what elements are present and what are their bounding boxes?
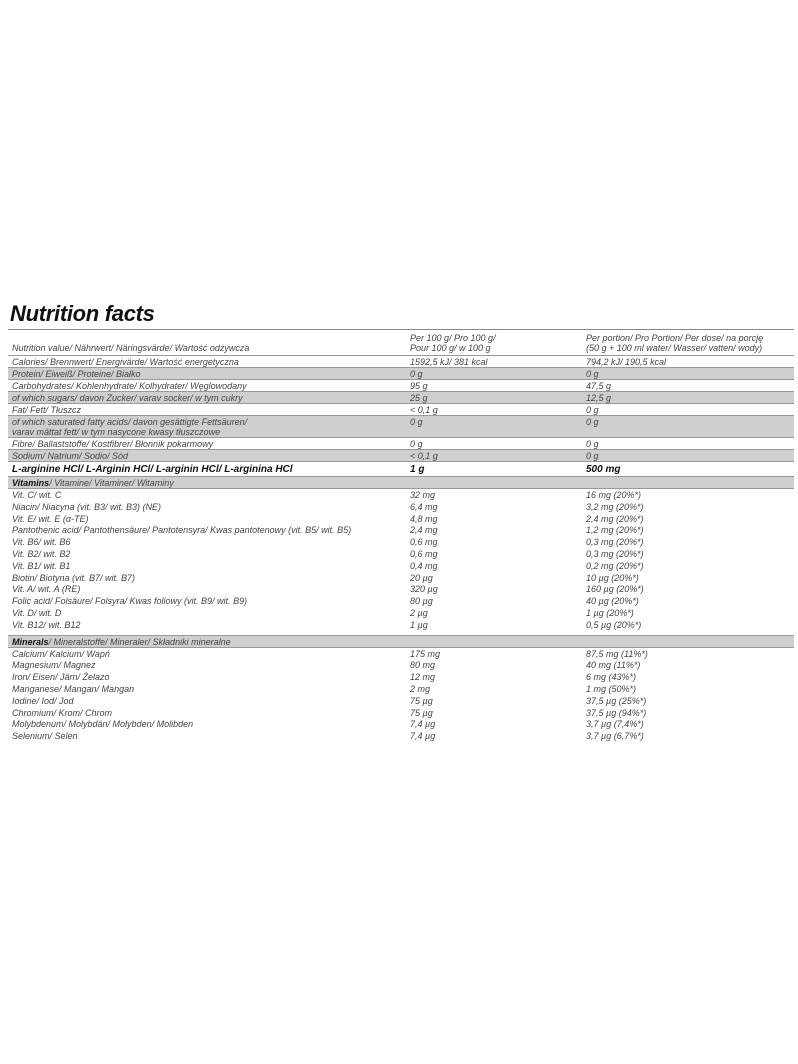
- value-per-100g: 75 µg: [410, 695, 433, 706]
- table-row: [8, 561, 794, 573]
- table-row: [8, 549, 794, 561]
- table-row: [8, 708, 794, 720]
- value-per-100g: 0,6 mg: [410, 537, 438, 548]
- table-row: [8, 502, 794, 514]
- value-per-100g: 0,4 mg: [410, 560, 438, 571]
- value-per-100g: 2,4 mg: [410, 525, 438, 536]
- value-per-100g: 7,4 µg: [410, 719, 436, 730]
- table-row: [8, 404, 794, 416]
- nutrient-label: Calories/ Brennwert/ Energivärde/ Wartość energetyczna: [12, 357, 239, 367]
- nutrient-label: Protein/ Eiweiß/ Proteine/ Białko: [12, 369, 141, 379]
- value-per-100g: < 0,1 g: [410, 451, 438, 461]
- header-per-portion: Per portion/ Pro Portion/ Per dose/ na porcję (50 g + 100 ml water/ Wasser/ vatten/ wody): [586, 333, 764, 353]
- value-per-100g: 4,8 mg: [410, 513, 438, 524]
- value-per-portion: 0 g: [586, 369, 599, 379]
- value-per-100g: 6,4 mg: [410, 501, 438, 512]
- nutrient-label: Vit. E/ wit. E (α-TE): [12, 513, 89, 524]
- value-per-100g: 80 mg: [410, 660, 436, 671]
- value-per-100g: 0,6 mg: [410, 548, 438, 559]
- value-per-100g: < 0,1 g: [410, 405, 438, 415]
- table-row: [8, 684, 794, 696]
- table-row: [8, 573, 794, 585]
- nutrient-label: Molybdenum/ Molybdän/ Molybden/ Molibden: [12, 719, 194, 730]
- value-per-portion: 1 µg (20%*): [586, 607, 634, 618]
- value-per-portion: 0 g: [586, 451, 599, 461]
- vitamins-section-header: Vitamins/ Vitamine/ Vitaminer/ Witaminy: [8, 477, 794, 489]
- nutrient-rows: [8, 356, 794, 416]
- value-per-portion: 37,5 µg (25%*): [586, 695, 647, 706]
- table-row: [8, 525, 794, 537]
- table-row: [8, 696, 794, 708]
- table-row: [8, 731, 794, 743]
- nutrient-label: Vit. B2/ wit. B2: [12, 548, 71, 559]
- value-per-portion: 40 µg (20%*): [586, 596, 639, 607]
- value-per-100g: 0 g: [410, 439, 423, 449]
- header-per100: Per 100 g/ Pro 100 g/ Pour 100 g/ w 100 g: [410, 333, 496, 353]
- table-row: [8, 514, 794, 526]
- table-row: [8, 438, 794, 450]
- value-per-portion: 794,2 kJ/ 190,5 kcal: [586, 357, 667, 367]
- value-per-100g: 12 mg: [410, 672, 436, 683]
- nutrient-label: Sodium/ Natrium/ Sodio/ Sód: [12, 451, 129, 461]
- nutrient-label: Vit. B1/ wit. B1: [12, 560, 71, 571]
- nutrient-label: Vit. A/ wit. A (RE): [12, 584, 81, 595]
- nutrient-label: Manganese/ Mangan/ Mangan: [12, 683, 135, 694]
- value-per-100g: 80 µg: [410, 596, 433, 607]
- table-row: [8, 392, 794, 404]
- value-per-portion: 0 g: [586, 439, 599, 449]
- minerals-list: [8, 648, 794, 746]
- nutrient-label: Niacin/ Niacyna (vit. B3/ wit. B3) (NE): [12, 501, 162, 512]
- value-per-100g: 2 mg: [410, 683, 431, 694]
- value-per-portion: 0 g: [586, 405, 599, 415]
- value-per-portion: 0,3 mg (20%*): [586, 537, 644, 548]
- nutrient-label: Biotin/ Biotyna (vit. B7/ wit. B7): [12, 572, 136, 583]
- nutrient-label: Fibre/ Ballaststoffe/ Kostfibrer/ Błonnik pokarmowy: [12, 439, 214, 449]
- value-per-100g: 320 µg: [410, 584, 438, 595]
- value-per-portion: 1,2 mg (20%*): [586, 525, 644, 536]
- value-per-100g: 25 g: [410, 393, 428, 403]
- nutrient-label: Folic acid/ Folsäure/ Folsyra/ Kwas foliowy (vit. B9/ wit. B9): [12, 596, 248, 607]
- value-per-portion: 40 mg (11%*): [586, 660, 641, 671]
- value-per-100g: 175 mg: [410, 648, 441, 659]
- table-row: [8, 719, 794, 731]
- table-row: [8, 537, 794, 549]
- value-per-100g: 75 µg: [410, 707, 433, 718]
- value-per-portion: 1 mg (50%*): [586, 683, 637, 694]
- nutrient-label: Iron/ Eisen/ Järn/ Żelazo: [12, 672, 110, 683]
- value-per-portion: 0,2 mg (20%*): [586, 560, 644, 571]
- nutrient-label: Iodine/ Iod/ Jod: [12, 695, 74, 706]
- value-per-portion: 10 µg (20%*): [586, 572, 639, 583]
- value-per-portion: 2,4 mg (20%*): [586, 513, 644, 524]
- value-per-portion: 6 mg (43%*): [586, 672, 637, 683]
- value-per-portion: 3,7 µg (7,4%*): [586, 719, 644, 730]
- page-title: Nutrition facts: [10, 301, 155, 326]
- table-row: [8, 672, 794, 684]
- table-row: [8, 490, 794, 502]
- value-per-100g: 2 µg: [410, 607, 428, 618]
- value-per-portion: 3,2 mg (20%*): [586, 501, 644, 512]
- nutrient-label: Fat/ Fett/ Tłuszcz: [12, 405, 82, 415]
- value-per-portion: 0,5 µg (20%*): [586, 619, 642, 630]
- nutrient-label: Pantothenic acid/ Pantothensäure/ Pantotensyra/ Kwas pantotenowy (vit. B5/ wit. B5): [12, 525, 352, 536]
- table-row: [8, 368, 794, 380]
- value-per-100g: 1 µg: [410, 619, 428, 630]
- value-per-portion: 12,5 g: [586, 393, 612, 403]
- nutrient-rows-2: [8, 438, 794, 462]
- nutrient-label: Calcium/ Kalcium/ Wapń: [12, 648, 110, 659]
- nutrition-table: [8, 329, 794, 746]
- value-per-portion: 47,5 g: [586, 381, 612, 391]
- value-per-portion: 87,5 mg (11%*): [586, 648, 648, 659]
- value-per-100g: 20 µg: [410, 572, 433, 583]
- nutrient-label: Vit. B12/ wit. B12: [12, 619, 81, 630]
- table-row: [8, 649, 794, 661]
- value-per-portion: 37,5 µg (94%*): [586, 707, 647, 718]
- value-per-100g: 0 g: [410, 369, 423, 379]
- nutrient-label: Selenium/ Selen: [12, 731, 78, 742]
- nutrient-label: of which sugars/ davon Zucker/ varav socker/ w tym cukry: [12, 393, 243, 403]
- nutrient-label: Carbohydrates/ Kohlenhydrate/ Kolhydrater/ Węglowodany: [12, 381, 247, 391]
- nutrient-label: Chromium/ Krom/ Chrom: [12, 707, 113, 718]
- value-per-portion: 160 µg (20%*): [586, 584, 644, 595]
- table-row: [8, 596, 794, 608]
- table-row: [8, 450, 794, 462]
- table-row-saturated-fat: of which saturated fatty acids/ davon gesättigte Fettsäuren/ varav mättat fett/ w tym nasycone kwasy tłuszczowe 0 g 0 g: [8, 416, 794, 438]
- value-per-100g: 7,4 µg: [410, 731, 436, 742]
- nutrient-label: Vit. B6/ wit. B6: [12, 537, 71, 548]
- table-header: [8, 330, 794, 356]
- value-per-portion: 3,7 µg (6,7%*): [586, 731, 644, 742]
- nutrient-label: Vit. D/ wit. D: [12, 607, 62, 618]
- value-per-100g: 32 mg: [410, 490, 436, 500]
- value-per-portion: 0,3 mg (20%*): [586, 548, 644, 559]
- minerals-section-header: Minerals/ Mineralstoffe/ Mineraler/ Składniki mineralne: [8, 636, 794, 648]
- vitamins-list: [8, 489, 794, 636]
- table-row: [8, 584, 794, 596]
- table-row: [8, 620, 794, 632]
- value-per-100g: 1592,5 kJ/ 381 kcal: [410, 357, 488, 367]
- table-row: [8, 608, 794, 620]
- table-row: [8, 660, 794, 672]
- value-per-portion: 16 mg (20%*): [586, 490, 642, 500]
- table-row: [8, 356, 794, 368]
- table-row-arginine: L-arginine HCl/ L-Arginin HCl/ L-arginin HCl/ L-arginina HCl 1 g 500 mg: [8, 462, 794, 477]
- header-label: Nutrition value/ Nährwert/ Näringsvärde/ Wartość odżywcza: [12, 343, 250, 353]
- nutrient-label: Vit. C/ wit. C: [12, 490, 62, 500]
- table-row: [8, 380, 794, 392]
- nutrient-label: Magnesium/ Magnez: [12, 660, 96, 671]
- value-per-100g: 95 g: [410, 381, 428, 391]
